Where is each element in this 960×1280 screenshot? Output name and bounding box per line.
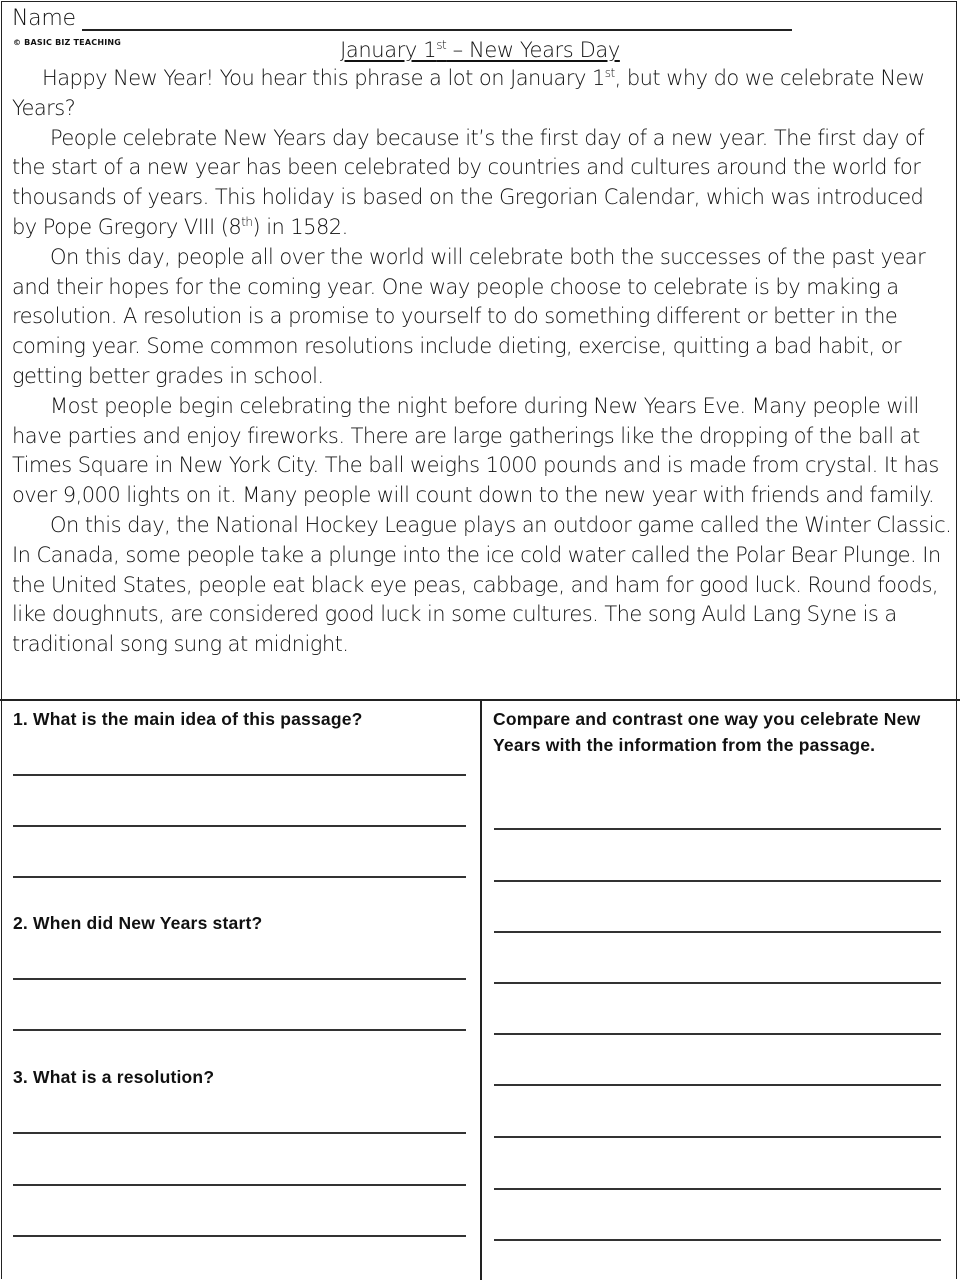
answer-line-q2-1[interactable] <box>13 978 466 980</box>
copyright-label: © BASIC BIZ TEACHING <box>13 38 122 47</box>
answer-line-q2-2[interactable] <box>13 1029 466 1031</box>
paragraph-1-text-a: Happy New Year! You hear this phrase a lot on January 1 <box>42 66 605 90</box>
question-2: 2. When did New Years start? <box>13 913 263 933</box>
title-prefix: January 1 <box>340 38 437 62</box>
name-label: Name <box>12 6 76 31</box>
column-divider <box>480 700 482 1280</box>
paragraph-3: On this day, people all over the world will celebrate both the successes of the past year and their hopes for the coming year. One way people choose to celebrate is by making a resolution. A resolution is a promise to yourself to do something different or better in the coming year. Some common resolutions include dieting, exercise, quitting a bad habit, or getting better grades in school. <box>12 244 926 388</box>
paragraph-1-text-b: , but why do we celebrate New Years? <box>12 66 925 120</box>
question-1: 1. What is the main idea of this passage? <box>13 709 363 729</box>
answer-line-q4-8[interactable] <box>494 1188 941 1190</box>
paragraph-2 <box>12 124 952 243</box>
answer-line-q4-4[interactable] <box>494 982 941 984</box>
answer-line-q4-5[interactable] <box>494 1033 941 1035</box>
paragraph-1 <box>12 64 952 124</box>
name-input-line[interactable] <box>82 7 792 31</box>
paragraph-4: Most people begin celebrating the night before during New Years Eve. Many people will have parties and enjoy fireworks. There are large gatherings like the dropping of the ball at Times Square in New York City. The ball weighs 1000 pounds and is made from crystal. It has over 9,000 lights on it. Many people will count down to the new year with friends and family. <box>12 393 939 508</box>
answer-line-q4-3[interactable] <box>494 931 941 933</box>
name-row <box>12 6 792 31</box>
answer-line-q3-3[interactable] <box>13 1235 466 1237</box>
paragraph-2-text-b: ) in 1582. <box>252 214 348 239</box>
answer-line-q1-3[interactable] <box>13 876 466 878</box>
title-suffix: – New Years Day <box>446 38 620 62</box>
answer-line-q1-2[interactable] <box>13 825 466 827</box>
title-sup: st <box>436 38 447 52</box>
reading-passage <box>12 64 952 660</box>
answer-line-q3-1[interactable] <box>13 1132 466 1134</box>
paragraph-1-sup: st <box>604 66 615 80</box>
answer-line-q1-1[interactable] <box>13 774 466 776</box>
page-title <box>0 38 960 62</box>
question-compare-contrast: Compare and contrast one way you celebrate New Years with the information from the passage. <box>493 709 921 755</box>
paragraph-2-text-a: People celebrate New Years day because it’s the first day of a new year. The first day of the start of a new year has been celebrated by countries and cultures around the world for thousands of years. This holiday is based on the Gregorian Calendar, which was introduced by Pope Gregory VIII (8 <box>12 125 925 239</box>
answer-line-q4-1[interactable] <box>494 828 941 830</box>
question-3: 3. What is a resolution? <box>13 1067 215 1087</box>
answer-line-q3-2[interactable] <box>13 1184 466 1186</box>
paragraph-5: On this day, the National Hockey League plays an outdoor game called the Winter Classic. In Canada, some people take a plunge into the ice cold water called the Polar Bear Plunge. In the United States, people eat black eye peas, cabbage, and ham for good luck. Round foods, like doughnuts, are considered good luck in some cultures. The song Auld Lang Syne is a traditional song sung at midnight. <box>12 512 952 657</box>
answer-line-q4-7[interactable] <box>494 1136 941 1138</box>
answer-line-q4-9[interactable] <box>494 1239 941 1241</box>
paragraph-2-sup: th <box>241 214 253 229</box>
answer-line-q4-6[interactable] <box>494 1084 941 1086</box>
answer-line-q4-2[interactable] <box>494 880 941 882</box>
